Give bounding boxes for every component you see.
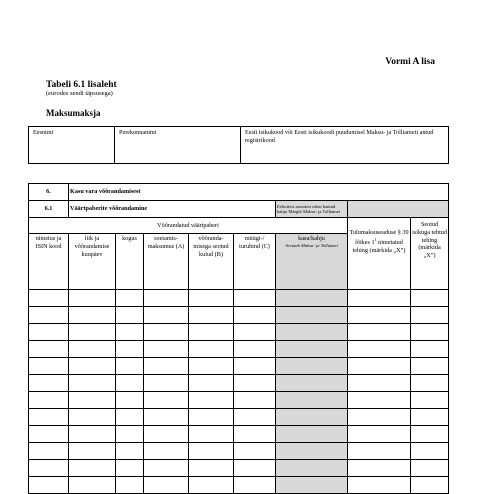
col-header-8: Tulumaksuseaduse § 39 lõikes $1^1$ nimetatud tehing (märkida „X”) bbox=[348, 218, 411, 290]
table-cell bbox=[276, 409, 348, 426]
table-cell[interactable] bbox=[348, 460, 411, 477]
subsection-label: Väärtpaberite võõrandamine bbox=[69, 201, 276, 218]
section-label: Kasu vara võõrandamisest bbox=[69, 184, 449, 201]
table-cell[interactable] bbox=[144, 358, 189, 375]
table-cell[interactable] bbox=[411, 392, 449, 409]
table-cell[interactable] bbox=[189, 460, 234, 477]
table-cell[interactable] bbox=[189, 477, 234, 494]
table-cell[interactable] bbox=[348, 477, 411, 494]
table-cell[interactable] bbox=[144, 375, 189, 392]
first-name-field[interactable] bbox=[29, 127, 115, 164]
table-cell[interactable] bbox=[29, 443, 69, 460]
table-cell[interactable] bbox=[29, 460, 69, 477]
col-header-7 bbox=[276, 234, 348, 290]
table-cell bbox=[276, 460, 348, 477]
page-title: Tabeli 6.1 lisaleht bbox=[46, 80, 117, 90]
table-cell[interactable] bbox=[234, 409, 276, 426]
table-cell[interactable] bbox=[29, 324, 69, 341]
table-cell[interactable] bbox=[69, 443, 116, 460]
table-row bbox=[29, 358, 449, 375]
table-cell[interactable] bbox=[29, 341, 69, 358]
table-cell[interactable] bbox=[411, 477, 449, 494]
table-cell bbox=[276, 358, 348, 375]
table-row bbox=[29, 375, 449, 392]
table-cell[interactable] bbox=[116, 426, 144, 443]
table-cell[interactable] bbox=[411, 341, 449, 358]
table-cell[interactable] bbox=[348, 392, 411, 409]
section-number: 6. bbox=[29, 184, 69, 201]
table-cell[interactable] bbox=[29, 375, 69, 392]
table-cell[interactable] bbox=[411, 443, 449, 460]
table-cell[interactable] bbox=[189, 358, 234, 375]
table-row bbox=[29, 392, 449, 409]
table-cell[interactable] bbox=[411, 307, 449, 324]
group-header: Võõrandatud väärtpaberi bbox=[29, 218, 348, 234]
prefill-note: Eeltoitest aastatest edasi kantud kahju Märgib Maksu- ja Tolliamet bbox=[276, 201, 348, 218]
col-header-4: soetamis-maksumus (A) bbox=[144, 234, 189, 290]
table-row bbox=[29, 307, 449, 324]
table-cell[interactable] bbox=[348, 409, 411, 426]
table-cell[interactable] bbox=[411, 290, 449, 307]
table-cell[interactable] bbox=[29, 477, 69, 494]
last-name-label: Perekonnanimi bbox=[119, 129, 157, 136]
table-cell[interactable] bbox=[234, 307, 276, 324]
table-cell[interactable] bbox=[234, 477, 276, 494]
table-cell[interactable] bbox=[69, 375, 116, 392]
table-cell bbox=[276, 341, 348, 358]
table-cell[interactable] bbox=[411, 409, 449, 426]
table-cell[interactable] bbox=[189, 375, 234, 392]
col-header-7-label: kasu/kahju bbox=[298, 235, 325, 242]
table-cell[interactable] bbox=[29, 358, 69, 375]
page-subtitle: (eurodes sendi täpsusega) bbox=[46, 90, 113, 97]
id-code-label: Eesti isikukood või Eesti isikukoodi puudumisel Maksu- ja Tolliameti antud registrikood bbox=[245, 129, 434, 145]
section-title: Maksumaksja bbox=[46, 108, 101, 118]
table-cell[interactable] bbox=[348, 358, 411, 375]
table-cell[interactable] bbox=[234, 341, 276, 358]
table-cell[interactable] bbox=[69, 290, 116, 307]
table-cell[interactable] bbox=[234, 358, 276, 375]
form-name: Vormi A lisa bbox=[385, 57, 435, 67]
table-cell[interactable] bbox=[69, 409, 116, 426]
table-row bbox=[29, 341, 449, 358]
table-row bbox=[29, 477, 449, 494]
table-cell[interactable] bbox=[234, 324, 276, 341]
first-name-label: Eesnimi bbox=[33, 129, 54, 136]
table-cell[interactable] bbox=[411, 324, 449, 341]
table-cell[interactable] bbox=[189, 443, 234, 460]
table-cell[interactable] bbox=[116, 375, 144, 392]
table-cell[interactable] bbox=[69, 307, 116, 324]
table-cell[interactable] bbox=[234, 443, 276, 460]
table-cell[interactable] bbox=[69, 460, 116, 477]
table-cell[interactable] bbox=[116, 307, 144, 324]
col-header-7-note: Arvutab Maksu- ja Tolliamet bbox=[285, 242, 338, 248]
col-header-5: võõranda-misega seotud kulud (B) bbox=[189, 234, 234, 290]
table-cell[interactable] bbox=[116, 358, 144, 375]
table-row bbox=[29, 324, 449, 341]
table-cell[interactable] bbox=[29, 290, 69, 307]
table-cell[interactable] bbox=[29, 392, 69, 409]
table-cell[interactable] bbox=[144, 392, 189, 409]
table-cell[interactable] bbox=[189, 341, 234, 358]
table-cell[interactable] bbox=[69, 477, 116, 494]
table-cell[interactable] bbox=[411, 426, 449, 443]
table-cell[interactable] bbox=[348, 324, 411, 341]
table-cell bbox=[276, 426, 348, 443]
table-cell[interactable] bbox=[29, 409, 69, 426]
table-cell[interactable] bbox=[234, 460, 276, 477]
table-cell[interactable] bbox=[116, 460, 144, 477]
subsection-number: 6.1 bbox=[29, 201, 69, 218]
table-cell[interactable] bbox=[144, 324, 189, 341]
table-cell[interactable] bbox=[411, 460, 449, 477]
table-cell[interactable] bbox=[144, 307, 189, 324]
table-cell[interactable] bbox=[348, 341, 411, 358]
table-cell[interactable] bbox=[144, 426, 189, 443]
table-cell[interactable] bbox=[411, 358, 449, 375]
table-cell[interactable] bbox=[29, 307, 69, 324]
id-code-field[interactable] bbox=[241, 127, 449, 164]
prefill-value bbox=[348, 201, 449, 218]
table-cell[interactable] bbox=[234, 392, 276, 409]
col-header-3: kogus bbox=[116, 234, 144, 290]
table-cell[interactable] bbox=[116, 324, 144, 341]
table-cell bbox=[276, 392, 348, 409]
table-cell[interactable] bbox=[348, 426, 411, 443]
table-cell[interactable] bbox=[144, 409, 189, 426]
table-cell[interactable] bbox=[69, 324, 116, 341]
col-header-1: nimetus ja ISIN kood bbox=[29, 234, 69, 290]
table-row bbox=[29, 409, 449, 426]
table-cell[interactable] bbox=[189, 392, 234, 409]
table-cell[interactable] bbox=[69, 341, 116, 358]
table-cell bbox=[276, 443, 348, 460]
table-cell[interactable] bbox=[189, 409, 234, 426]
table-row bbox=[29, 443, 449, 460]
table-cell[interactable] bbox=[69, 426, 116, 443]
table-cell[interactable] bbox=[116, 477, 144, 494]
table-cell[interactable] bbox=[348, 375, 411, 392]
table-cell[interactable] bbox=[144, 460, 189, 477]
table-cell[interactable] bbox=[234, 426, 276, 443]
table-cell[interactable] bbox=[348, 290, 411, 307]
table-row bbox=[29, 460, 449, 477]
col-header-2: liik ja võõrandamise kuupäev bbox=[69, 234, 116, 290]
table-cell[interactable] bbox=[144, 341, 189, 358]
table-cell bbox=[276, 307, 348, 324]
last-name-field[interactable] bbox=[115, 127, 241, 164]
table-cell[interactable] bbox=[234, 375, 276, 392]
table-cell[interactable] bbox=[411, 375, 449, 392]
table-row bbox=[29, 290, 449, 307]
table-cell[interactable] bbox=[189, 324, 234, 341]
table-cell[interactable] bbox=[189, 290, 234, 307]
table-cell[interactable] bbox=[348, 307, 411, 324]
table-row bbox=[29, 426, 449, 443]
table-cell bbox=[276, 477, 348, 494]
table-cell[interactable] bbox=[348, 443, 411, 460]
table-cell[interactable] bbox=[116, 443, 144, 460]
table-cell[interactable] bbox=[116, 409, 144, 426]
table-cell bbox=[276, 324, 348, 341]
col-header-9: Seotud isikuga tehtud tehing (märkida „X”) bbox=[411, 218, 449, 290]
table-cell[interactable] bbox=[144, 290, 189, 307]
table-cell[interactable] bbox=[69, 358, 116, 375]
table-cell bbox=[276, 290, 348, 307]
payer-info-table bbox=[28, 126, 449, 164]
table-cell[interactable] bbox=[29, 426, 69, 443]
table-cell bbox=[276, 375, 348, 392]
table-cell[interactable] bbox=[116, 341, 144, 358]
table-cell[interactable] bbox=[189, 426, 234, 443]
col-header-6: müügi-/ turuhind (C) bbox=[234, 234, 276, 290]
table-cell[interactable] bbox=[234, 290, 276, 307]
table-cell[interactable] bbox=[116, 392, 144, 409]
securities-table bbox=[28, 183, 449, 494]
table-cell[interactable] bbox=[144, 477, 189, 494]
table-cell[interactable] bbox=[69, 392, 116, 409]
table-cell[interactable] bbox=[144, 443, 189, 460]
table-cell[interactable] bbox=[116, 290, 144, 307]
table-cell[interactable] bbox=[189, 307, 234, 324]
